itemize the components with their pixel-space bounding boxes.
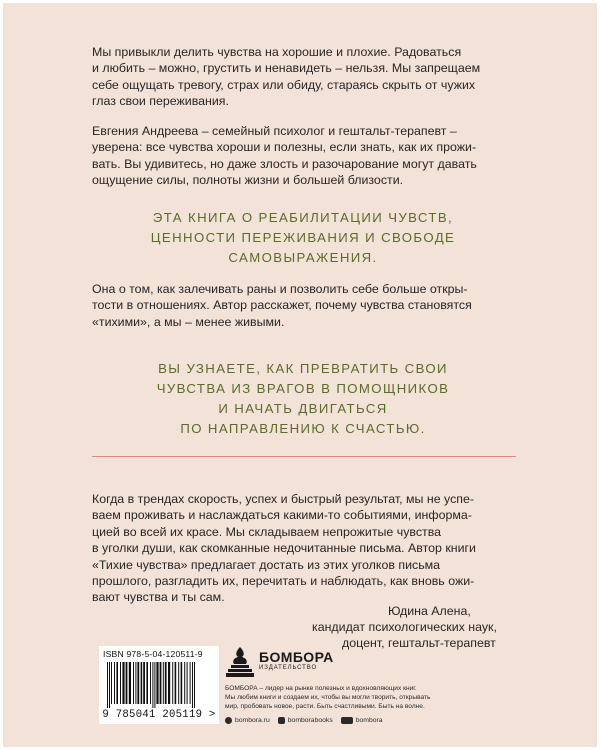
text-line: САМОВЫРАЖЕНИЯ. bbox=[228, 250, 378, 265]
reviewer-title-1: кандидат психологических наук, bbox=[312, 620, 497, 634]
publisher-social-links bbox=[225, 717, 383, 724]
text-line: Мы привыкли делить чувства на хорошие и плохие. Радоваться bbox=[92, 45, 462, 59]
text-line: ПО НАПРАВЛЕНИЮ К СЧАСТЬЮ. bbox=[180, 421, 426, 436]
barcode-bar bbox=[109, 662, 110, 708]
text-line: Мы любим книги и создаем их, чтобы вы могли творить, открывать bbox=[225, 694, 431, 701]
publisher-subtitle: ИЗДАТЕЛЬСТВО bbox=[259, 665, 318, 671]
publisher-name: БОМБОРА bbox=[259, 649, 334, 665]
barcode-bar bbox=[168, 662, 170, 704]
text-line: тости в отношениях. Автор расскажет, почему чувства становятся bbox=[92, 298, 472, 313]
website-link[interactable]: bombora.ru bbox=[225, 717, 270, 724]
book-back-cover bbox=[3, 3, 597, 747]
text-line: Она о том, как залечивать раны и позволить себе больше откры- bbox=[92, 282, 468, 296]
barcode-digits: 9 785041 205119 > bbox=[102, 709, 216, 721]
section-divider bbox=[92, 456, 516, 457]
text-line: прошлого, разгладить их, перечитать и наблюдать, как вновь ожи- bbox=[92, 574, 475, 589]
barcode-bar bbox=[141, 662, 143, 704]
text-line: Евгения Андреева – семейный психолог и гештальт-терапевт – bbox=[92, 124, 457, 138]
barcode-bar bbox=[126, 662, 128, 704]
barcode-bar bbox=[133, 662, 134, 704]
globe-icon bbox=[225, 717, 232, 724]
social-link[interactable]: bomborabooks bbox=[278, 717, 333, 724]
barcode-bar bbox=[154, 662, 155, 708]
barcode-bar bbox=[178, 662, 179, 704]
barcode-bars bbox=[101, 662, 217, 708]
reviewer-name: Юдина Алена, bbox=[388, 604, 471, 618]
barcode-bar bbox=[150, 662, 151, 704]
bombora-logo-icon bbox=[225, 645, 255, 679]
text-line: ЧУВСТВА ИЗ ВРАГОВ В ПОМОЩНИКОВ bbox=[156, 381, 450, 396]
text-line: ЭТА КНИГА О РЕАБИЛИТАЦИИ ЧУВСТВ, bbox=[152, 210, 454, 225]
highlight-statement-2 bbox=[63, 359, 543, 439]
author-paragraph bbox=[92, 123, 514, 189]
text-line: в уголки души, как скомканные недочитанные письма. Автор книги bbox=[92, 541, 476, 556]
barcode-bar bbox=[187, 662, 188, 704]
barcode-bar bbox=[114, 662, 115, 704]
text-line: уверена: все чувства хороши и полезны, если знать, как их прожи- bbox=[92, 140, 477, 155]
barcode-bar bbox=[165, 662, 167, 704]
text-line: И НАЧАТЬ ДВИГАТЬСЯ bbox=[218, 401, 388, 416]
text-line: мир, пробовать новое, расти. Быть счастливыми. Быть на волне. bbox=[225, 703, 425, 710]
video-icon bbox=[341, 717, 353, 724]
text-line: ЦЕННОСТИ ПЕРЕЖИВАНИЯ И СВОБОДЕ bbox=[150, 230, 456, 245]
intro-paragraph bbox=[92, 44, 514, 110]
barcode-bar bbox=[122, 662, 124, 704]
text-line: «Тихие чувства» предлагает достать из этих уголков письма bbox=[92, 557, 441, 572]
text-line: и любить – можно, грустить и ненавидеть – нельзя. Мы запрещаем bbox=[92, 61, 481, 76]
social-icon bbox=[278, 717, 285, 724]
barcode-bar bbox=[184, 662, 185, 704]
book-purpose-paragraph bbox=[92, 281, 514, 330]
barcode-bar bbox=[137, 662, 139, 704]
video-link[interactable]: bombora bbox=[341, 717, 383, 724]
review-quote bbox=[92, 491, 514, 606]
text-line: вают чувства и ты сам. bbox=[92, 590, 225, 605]
barcode-bar bbox=[152, 662, 153, 708]
barcode-bar bbox=[107, 662, 108, 708]
barcode-bar bbox=[120, 662, 121, 704]
barcode-bar bbox=[111, 662, 112, 704]
barcode-bar bbox=[175, 662, 177, 704]
barcode-bar bbox=[143, 662, 145, 704]
barcode-bar bbox=[194, 662, 195, 708]
text-line: вать. Вы удивитесь, но даже злость и разочарование могут давать bbox=[92, 156, 477, 171]
text-line: БОМБОРА – лидер на рынке полезных и вдохновляющих книг. bbox=[225, 685, 417, 692]
barcode-bar bbox=[192, 662, 193, 708]
text-line: Когда в трендах скорость, успех и быстрый результат, мы не успе- bbox=[92, 492, 475, 506]
isbn-barcode bbox=[99, 646, 219, 724]
barcode-bar bbox=[129, 662, 131, 704]
barcode-bar bbox=[163, 662, 164, 704]
text-line: ваем проживать и наслаждаться какими-то событиями, информа- bbox=[92, 508, 472, 523]
barcode-bar bbox=[172, 662, 173, 704]
barcode-bar bbox=[156, 662, 158, 704]
barcode-bar bbox=[190, 662, 191, 704]
barcode-bar bbox=[116, 662, 118, 704]
text-line: глаз свои переживания. bbox=[92, 94, 229, 109]
barcode-bar bbox=[181, 662, 183, 704]
publisher-description bbox=[225, 684, 465, 711]
text-line: ВЫ УЗНАЕТЕ, КАК ПРЕВРАТИТЬ СВОИ bbox=[158, 361, 448, 376]
text-line: ощущение силы, полноты жизни и большей близости. bbox=[92, 173, 404, 188]
text-line: себе ощущать тревогу, страх или обиду, стараясь скрыть от чужих bbox=[92, 77, 476, 92]
isbn-label: ISBN 978-5-04-120511-9 bbox=[103, 649, 203, 659]
barcode-bar bbox=[146, 662, 148, 704]
reviewer-title-2: доцент, гештальт-терапевт bbox=[342, 636, 496, 650]
highlight-statement-1 bbox=[63, 208, 543, 268]
publisher-logo bbox=[225, 643, 345, 679]
barcode-bar bbox=[135, 662, 136, 704]
barcode-bar bbox=[160, 662, 162, 704]
text-line: цией во всей их красе. Мы складываем непрожитые чувства bbox=[92, 524, 442, 539]
text-line: «тихими», а мы – менее живыми. bbox=[92, 314, 285, 329]
